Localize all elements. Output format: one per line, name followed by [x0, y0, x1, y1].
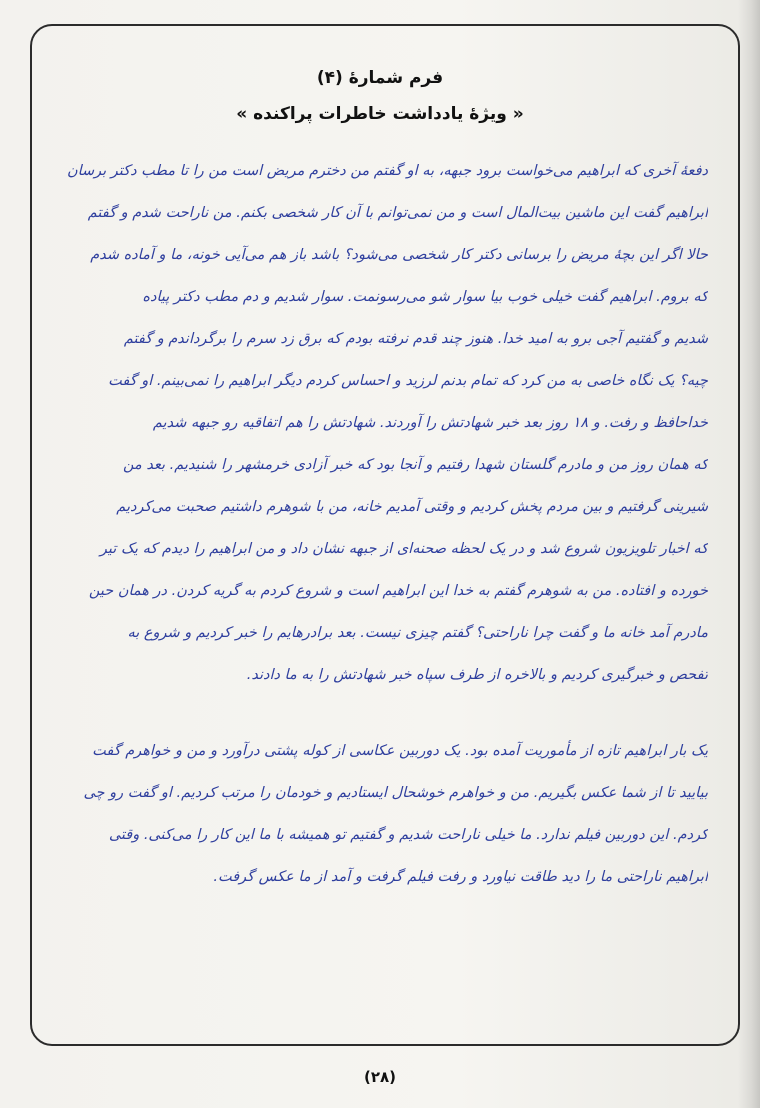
page-binding-shadow — [738, 0, 760, 1108]
form-title: فرم شمارهٔ (۴) — [316, 68, 444, 88]
text-line: بیایید تا از شما عکس بگیریم. من و خواهرم خوشحال ایستادیم و خودمان را مرتب کردیم. او گفت رو چی — [83, 785, 708, 801]
text-line: که بروم. ابراهیم گفت خیلی خوب بیا سوار شو می‌رسونمت. سوار شدیم و دم مطب دکتر پیاده — [142, 289, 708, 305]
text-line: مادرم آمد خانه ما و گفت چرا ناراحتی؟ گفتم چیزی نیست. بعد برادرهایم را خبر کردیم و شروع به — [127, 625, 708, 641]
text-line: خورده و افتاده. من به شوهرم گفتم به خدا این ابراهیم است و شروع کردم به گریه کردن. در همان حین — [88, 583, 708, 599]
text-line: حالا اگر این بچهٔ مریض را برسانی دکتر کار شخصی می‌شود؟ باشد باز هم می‌آیی خونه، ما و آماده شدم — [90, 247, 708, 263]
handwritten-memoir-text — [58, 150, 708, 898]
text-line: که اخبار تلویزیون شروع شد و در یک لحظه صحنه‌ای از جبهه نشان داد و من ابراهیم را دیدم که یک تیر — [99, 541, 708, 557]
page-number: (۲۸) — [363, 1068, 397, 1086]
text-line: که همان روز من و مادرم گلستان شهدا رفتیم و آنجا بود که خبر آزادی خرمشهر را شنیدیم. بعد من — [122, 457, 708, 473]
text-line: چیه؟ یک نگاه خاصی به من کرد که تمام بدنم لرزید و احساس کردم دیگر ابراهیم را نمی‌بینم. او گفت — [108, 373, 708, 389]
form-subtitle: « ویژهٔ یادداشت خاطرات پراکنده » — [236, 104, 524, 124]
text-line: شدیم و گفتیم آجی برو به امید خدا. هنوز چند قدم نرفته بودم که برق زد سرم را برگرداندم و گفتم — [123, 331, 708, 347]
paragraph-spacer — [58, 696, 708, 730]
text-line: یک بار ابراهیم تازه از مأموریت آمده بود. یک دوربین عکاسی از کوله پشتی درآورد و من و خواهرم گفت — [92, 743, 708, 759]
text-line: تفحص و خبرگیری کردیم و بالاخره از طرف سپاه خبر شهادتش را به ما دادند. — [246, 667, 708, 683]
text-line: شیرینی گرفتیم و بین مردم پخش کردیم و وقتی آمدیم خانه، من با شوهرم داشتیم صحبت می‌کردیم — [116, 499, 708, 515]
text-line: ابراهیم گفت این ماشین بیت‌المال است و من نمی‌توانم با آن کار شخصی بکنم. من ناراحت شدم و گفتم — [87, 205, 708, 221]
text-line: کردم. این دوربین فیلم ندارد. ما خیلی ناراحت شدیم و گفتیم تو همیشه با ما این کار را می‌کنی. وقتی — [108, 827, 708, 843]
text-line: ابراهیم ناراحتی ما را دید طاقت نیاورد و رفت فیلم گرفت و آمد از ما عکس گرفت. — [213, 869, 708, 885]
text-line: دفعهٔ آخری که ابراهیم می‌خواست برود جبهه، به او گفتم من دخترم مریض است من را تا مطب دکتر برسان — [66, 163, 708, 179]
text-line: خداحافظ و رفت. و ۱۸ روز بعد خبر شهادتش را آوردند. شهادتش را هم اتفاقیه رو جبهه شدیم — [152, 415, 708, 431]
